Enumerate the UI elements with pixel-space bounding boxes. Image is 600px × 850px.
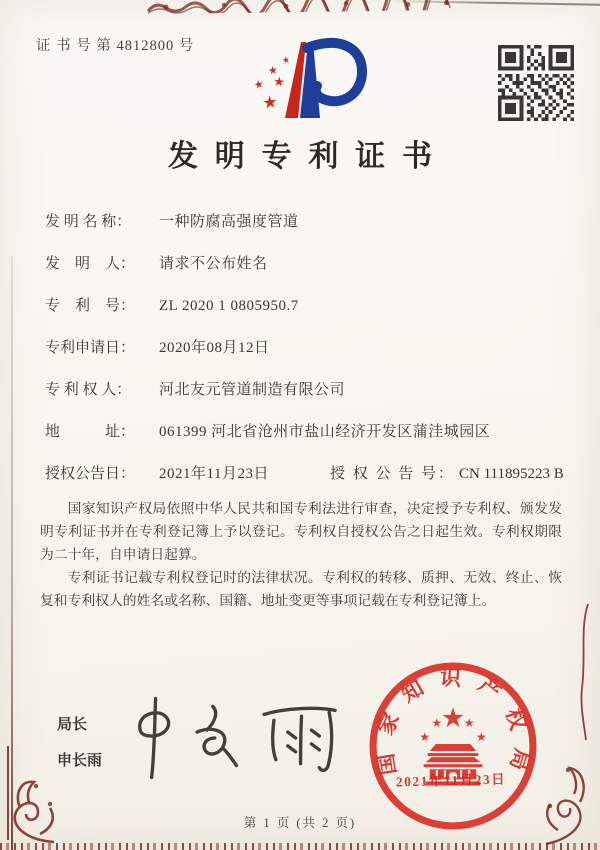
svg-text:★: ★	[281, 55, 292, 67]
field-label: 发 明 名 称：	[45, 214, 132, 230]
svg-text:★: ★	[267, 63, 279, 78]
svg-text:★: ★	[475, 729, 487, 744]
svg-text:★: ★	[252, 77, 266, 93]
bottom-border-fringe	[0, 843, 600, 850]
national-emblem-seal-icon	[367, 660, 539, 832]
field-row-patentee	[45, 382, 565, 399]
field-value: 河北友元管道制造有限公司	[159, 382, 346, 398]
certificate-title: 发明专利证书	[167, 140, 449, 173]
field-label: 专利申请日：	[45, 340, 136, 356]
handwritten-signature-icon	[128, 692, 340, 784]
field-label: 授权公告日：	[45, 466, 136, 482]
svg-text:★: ★	[440, 702, 466, 734]
commissioner-title: 局长	[57, 716, 88, 733]
svg-text:★: ★	[272, 74, 286, 91]
field-label: 发 明 人：	[45, 256, 136, 272]
field-row-filing-date	[45, 340, 565, 357]
field-value: 2020年08月12日	[159, 340, 270, 356]
qr-code-icon	[498, 45, 574, 121]
cnipa-patent-logo-icon	[237, 36, 369, 124]
legal-text	[40, 497, 562, 612]
field-value: 请求不公布姓名	[159, 256, 268, 272]
page-number: 第 1 页 (共 2 页)	[243, 816, 357, 830]
bottom-right-flourish-icon	[540, 598, 600, 850]
svg-text:★: ★	[431, 715, 443, 730]
field-label: 地 址：	[45, 424, 136, 440]
field-row-grant-date-and-number	[45, 466, 565, 483]
grant-number-label: 授 权 公 告 号：	[330, 466, 456, 482]
field-value: 2021年11月23日	[159, 466, 269, 482]
seal-date-stamp: 2021年11月23日	[395, 771, 507, 790]
field-row-invention-name	[45, 214, 565, 231]
field-list	[45, 214, 565, 483]
field-row-address	[45, 424, 565, 441]
svg-text:★: ★	[419, 729, 431, 744]
commissioner-name: 申长雨	[57, 752, 103, 769]
seal-ring-text: 国家知识产权局	[371, 665, 535, 788]
field-label: 专 利 号：	[45, 298, 136, 314]
paragraph-register-statement: 专利证书记载专利权登记时的法律状况。专利权的转移、质押、无效、终止、恢复和专利权人的姓名或名称、国籍、地址变更等事项记载在专利登记簿上。	[40, 570, 562, 608]
certificate-number: 证 书 号 第 4812800 号	[36, 38, 195, 54]
field-value: ZL 2020 1 0805950.7	[159, 298, 299, 314]
svg-text:★: ★	[463, 715, 475, 730]
field-value: 061399 河北省沧州市盐山经济开发区蒲洼城园区	[159, 424, 491, 440]
field-row-inventor	[45, 256, 565, 273]
svg-text:★: ★	[261, 92, 279, 114]
field-value: 一种防腐高强度管道	[159, 214, 299, 230]
bottom-left-flourish-icon	[0, 742, 62, 846]
commissioner-block	[57, 707, 102, 779]
grant-number-value: CN 111895223 B	[459, 466, 564, 482]
paragraph-grant-statement: 国家知识产权局依照中华人民共和国专利法进行审查，决定授予专利权、颁发发明专利证书并在专利登记簿上予以登记。专利权自授权公告之日起生效。专利权期限为二十年，自申请日起算。	[40, 501, 562, 562]
field-row-patent-number	[45, 298, 565, 315]
field-label: 专 利 权 人：	[45, 382, 132, 398]
